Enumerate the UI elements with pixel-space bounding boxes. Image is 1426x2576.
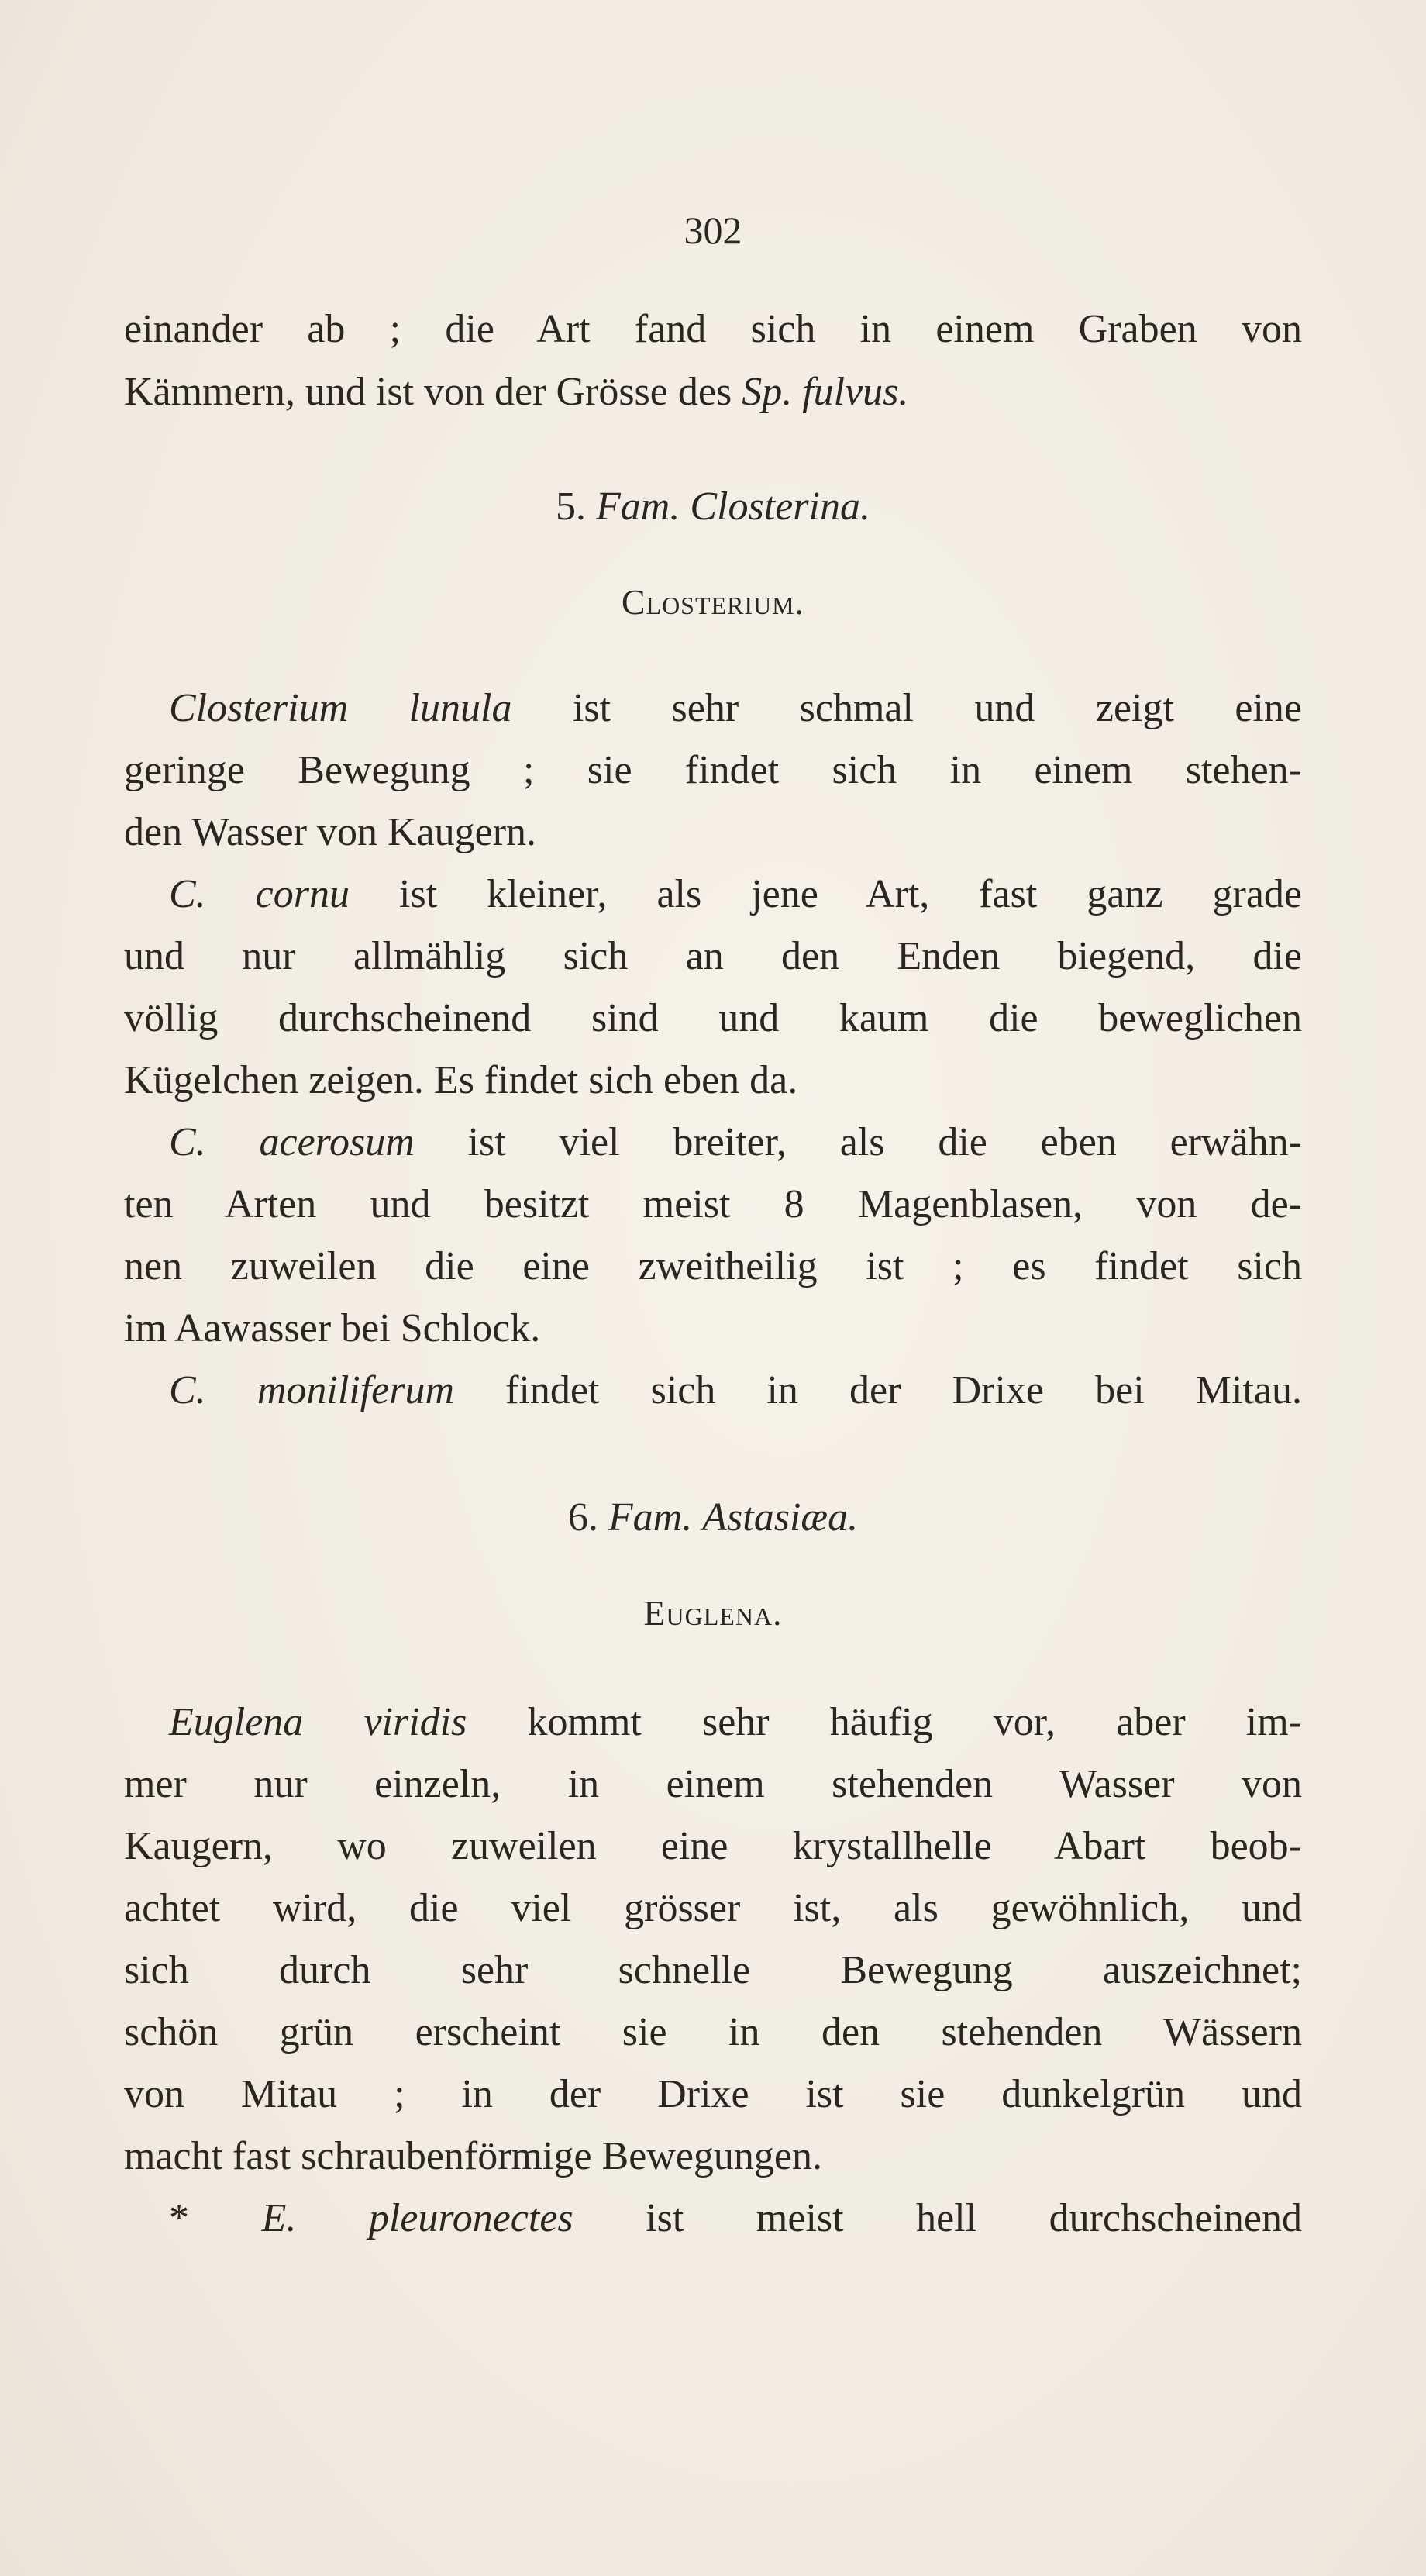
- text-line: einander ab ; die Art fand sich in einem Graben von: [124, 307, 1302, 351]
- section-heading-5: 5. Fam. Closterina.: [556, 485, 870, 529]
- text-line: Kügelchen zeigen. Es findet sich eben da.: [124, 1058, 798, 1102]
- text-line: im Aawasser bei Schlock.: [124, 1306, 541, 1350]
- text-line: ten Arten und besitzt meist 8 Magenblasen, von de-: [124, 1182, 1302, 1226]
- section-heading-6: 6. Fam. Astasiæa.: [567, 1495, 859, 1540]
- genus-heading-euglena: Euglena.: [643, 1593, 783, 1633]
- text-line: C. acerosum ist viel breiter, als die eben erwähn-: [169, 1120, 1302, 1164]
- text-line: * E. pleuronectes ist meist hell durchscheinend: [169, 2196, 1302, 2240]
- text-line: macht fast schraubenförmige Bewegungen.: [124, 2134, 823, 2178]
- text-line: und nur allmählig sich an den Enden biegend, die: [124, 934, 1302, 978]
- text-line: mer nur einzeln, in einem stehenden Wasser von: [124, 1762, 1302, 1806]
- text-line: Closterium lunula ist sehr schmal und zeigt eine: [169, 686, 1303, 730]
- genus-heading-closterium: Closterium.: [621, 582, 805, 622]
- text-line: den Wasser von Kaugern.: [124, 810, 537, 854]
- page-number: 302: [684, 209, 742, 252]
- text-line: C. moniliferum findet sich in der Drixe bei Mitau.: [169, 1368, 1302, 1412]
- text-line: nen zuweilen die eine zweitheilig ist ; es findet sich: [124, 1244, 1302, 1288]
- text-line: Kämmern, und ist von der Grösse des Sp. fulvus.: [124, 370, 909, 414]
- text-line: sich durch sehr schnelle Bewegung auszeichnet;: [124, 1948, 1302, 1992]
- text-line: von Mitau ; in der Drixe ist sie dunkelgrün und: [124, 2072, 1302, 2116]
- text-line: achtet wird, die viel grösser ist, als gewöhnlich, und: [124, 1886, 1302, 1930]
- text-line: Euglena viridis kommt sehr häufig vor, aber im-: [169, 1700, 1302, 1744]
- text-line: C. cornu ist kleiner, als jene Art, fast ganz grade: [169, 872, 1302, 916]
- text-line: völlig durchscheinend sind und kaum die beweglichen: [124, 996, 1302, 1040]
- text-line: Kaugern, wo zuweilen eine krystallhelle Abart beob-: [124, 1824, 1302, 1868]
- text-line: geringe Bewegung ; sie findet sich in einem stehen-: [124, 748, 1302, 792]
- text-line: schön grün erscheint sie in den stehenden Wässern: [124, 2010, 1302, 2054]
